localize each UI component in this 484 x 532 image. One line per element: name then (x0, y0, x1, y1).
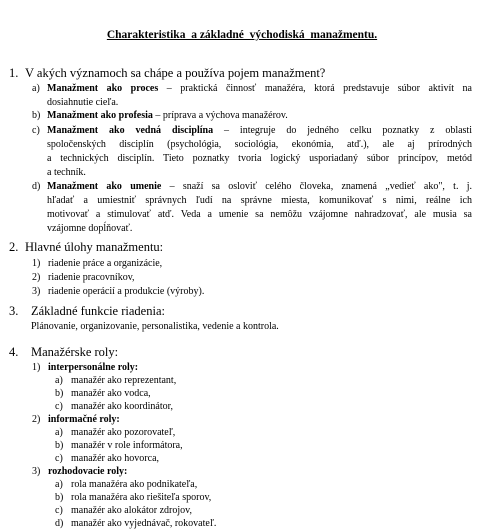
question-1-heading (9, 66, 325, 81)
q4-g3-item-c-letter: c) (55, 505, 63, 516)
q3-body: Plánovanie, organizovanie, personalistika, vedenie a kontrola. (31, 321, 279, 332)
q4-g2-item-a-text: manažér ako pozorovateľ, (71, 427, 176, 438)
q1-item-d-line1 (47, 181, 472, 192)
q2-item-2-number: 2) (32, 272, 41, 283)
q4-group-3-label: rozhodovacie roly: (48, 466, 128, 477)
q4-g3-item-a-letter: a) (55, 479, 63, 490)
q2-item-3-number: 3) (32, 286, 41, 297)
question-4-text: Manažérske roly: (31, 345, 119, 359)
q4-g2-item-c-letter: c) (55, 453, 63, 464)
q1-item-a-line1 (47, 83, 472, 94)
question-4-heading (9, 345, 118, 360)
q1-item-c-letter: c) (32, 125, 40, 136)
question-3-heading (9, 304, 165, 319)
q1-item-c-rest: – integruje do jedného celku poznatky z oblasti (213, 125, 472, 136)
q1-item-d-term: Manažment ako umenie (47, 181, 162, 192)
q4-g1-item-c-text: manažér ako koordinátor, (71, 401, 174, 412)
q4-g1-item-a-text: manažér ako reprezentant, (71, 375, 177, 386)
q1-item-d-line3: motivovať a stimulovať atď. Veda a umenie sa nemôžu vzájomne nahradzovať, ale musia sa (47, 209, 472, 220)
q1-item-a-letter: a) (32, 83, 40, 94)
q4-g2-item-a-letter: a) (55, 427, 63, 438)
question-2-text: Hlavné úlohy manažmentu: (25, 240, 164, 254)
q4-g3-item-d-text: manažér ako vyjednávač, rokovateľ. (71, 518, 217, 529)
q2-item-1-text: riadenie práce a organizácie, (48, 258, 163, 269)
question-1-text: V akých významoch sa chápe a používa pojem manažment? (25, 66, 326, 80)
q4-g1-item-b-text: manažér ako vodca, (71, 388, 151, 399)
q1-item-b-rest: – príprava a výchova manažérov. (152, 110, 288, 121)
q1-item-d-line2: hľadať a umiestniť správnych ľudí na správne miesta, komunikovať s nimi, reálne ich (47, 195, 472, 206)
question-2-number: 2. (9, 240, 19, 254)
q1-item-a-rest: – praktická činnosť manažéra, ktorá predstavuje súbor aktivít na (158, 83, 472, 94)
q4-g3-item-b-text: rola manažéra ako riešiteľa sporov, (71, 492, 212, 503)
q4-group-1-number: 1) (32, 362, 41, 373)
q4-g3-item-a-text: rola manažéra ako podnikateľa, (71, 479, 198, 490)
q4-g1-item-c-letter: c) (55, 401, 63, 412)
q1-item-c-line3: a technických disciplín. Tieto poznatky tvoria logický usporiadaný súbor princípov, metód (47, 153, 472, 164)
q4-g3-item-d-letter: d) (55, 518, 64, 529)
question-2-heading (9, 240, 163, 255)
q4-g1-item-b-letter: b) (55, 388, 64, 399)
q4-g2-item-c-text: manažér ako hovorca, (71, 453, 160, 464)
q1-item-a-line2: dosiahnutie cieľa. (47, 97, 119, 108)
q4-g3-item-b-letter: b) (55, 492, 64, 503)
q1-item-d-rest: – snaží sa osloviť celého človeka, znamená „vedieť ako", t. j. (161, 181, 472, 192)
q1-item-c-line4: a techník. (47, 167, 86, 178)
q4-group-2-label: informačné roly: (48, 414, 120, 425)
q1-item-a-term: Manažment ako proces (47, 83, 159, 94)
q1-item-b-term: Manažment ako profesia (47, 110, 153, 121)
q4-group-2-number: 2) (32, 414, 41, 425)
question-4-number: 4. (9, 345, 19, 359)
q1-item-c-term: Manažment ako vedná disciplína (47, 125, 214, 136)
q4-g3-item-c-text: manažér ako alokátor zdrojov, (71, 505, 192, 516)
q1-item-d-letter: d) (32, 181, 41, 192)
q1-item-d-line4: vzájomne dopĺňovať. (47, 223, 133, 234)
question-1-number: 1. (9, 66, 19, 80)
q1-item-c-line1 (47, 125, 472, 136)
q4-group-1-label: interpersonálne roly: (48, 362, 139, 373)
q2-item-3-text: riadenie operácií a produkcie (výroby). (48, 286, 205, 297)
question-3-text: Základné funkcie riadenia: (31, 304, 165, 318)
document-title: Charakteristika a základné východiská manažmentu. (106, 29, 378, 41)
q4-g2-item-b-text: manažér v role informátora, (71, 440, 183, 451)
q1-item-c-line2: spoločenských disciplín (psychológia, sociológia, ekonómia, atď.), ale aj prírodných (47, 139, 472, 150)
question-3-number: 3. (9, 304, 19, 318)
q1-item-b-line1 (47, 110, 288, 121)
q2-item-1-number: 1) (32, 258, 41, 269)
q4-g1-item-a-letter: a) (55, 375, 63, 386)
q4-group-3-number: 3) (32, 466, 41, 477)
q1-item-b-letter: b) (32, 110, 41, 121)
q4-g2-item-b-letter: b) (55, 440, 64, 451)
q2-item-2-text: riadenie pracovníkov, (48, 272, 135, 283)
